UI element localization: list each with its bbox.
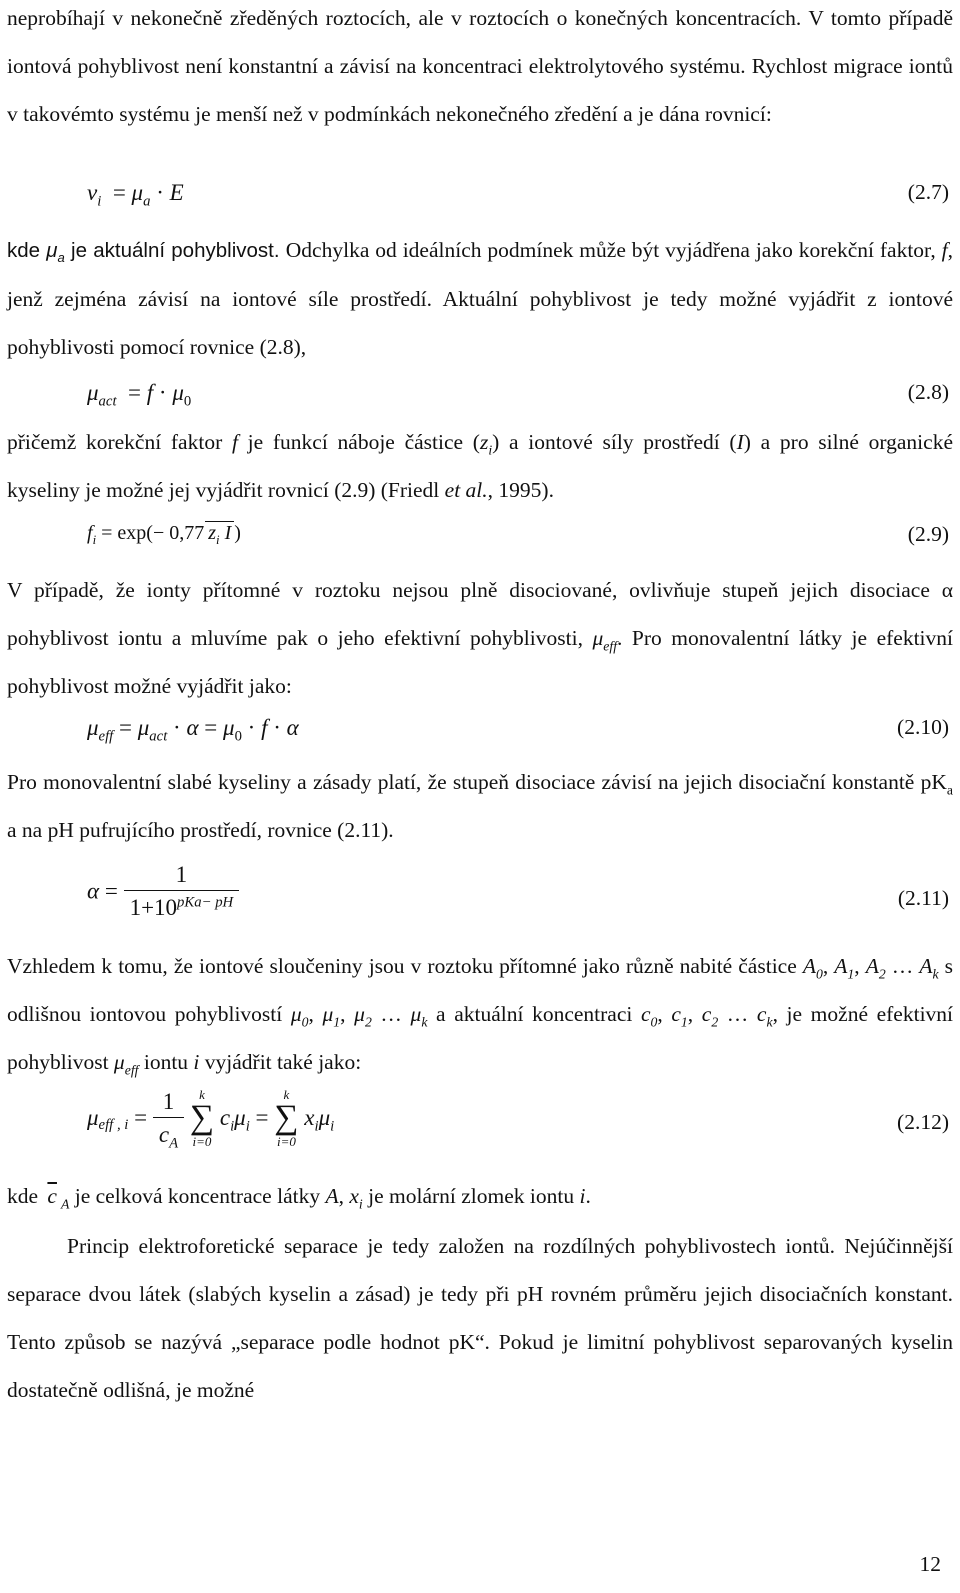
paragraph-separation-principle: Princip elektroforetické separace je tedy založen na rozdílných pohyblivostech iontů. Nejúčinnější separace dvou látek (slabých kyselin a zásad) je tedy při pH rovném průměru jejich disociačních konstant. Tento způsob se nazývá „separace podle hodnot pK“. Pokud je limitní pohyblivost separovaných kyselin dostatečně odlišná, je možné (7, 1234, 953, 1402)
equation-2-9 (7, 522, 953, 562)
paragraph-weak-acids: Pro monovalentní slabé kyseliny a zásady platí, že stupeň disociace závisí na jejich disociační konstantě $pK_a$ a na pH pufrujícího prostředí, rovnice (2.11). (7, 770, 953, 842)
equation-2-8-formula: $\mu_{act} = f \cdot \mu_0$ (87, 380, 192, 410)
summation-1: k ∑ i=0 (189, 1087, 215, 1149)
equation-2-11 (7, 858, 953, 938)
equation-2-10-number: (2.10) (897, 715, 949, 739)
equation-2-7-formula: $\nu_i = \mu_a \cdot E$ (87, 180, 184, 210)
equation-2-11-number: (2.11) (897, 886, 949, 910)
equation-2-8 (7, 380, 953, 420)
paragraph-effective-mobility: V případě, že ionty přítomné v roztoku nejsou plně disociované, ovlivňuje stupeň jejich disociace α pohyblivost iontu a mluvíme pak o jeho efektivní pohyblivosti, $\mu_{eff}$. Pro monovalentní látky je efektivní pohyblivost možné vyjádřit jako: (7, 578, 953, 698)
paragraph-charged-species: Vzhledem k tomu, že iontové sloučeniny jsou v roztoku přítomné jako různě nabité částice $A_0$, $A_1$, $A_2$ … $A_k$ s odlišnou iontovou pohyblivostí $\mu_0$, $\mu_1$, $\mu_2$ … $\mu_k$ a aktuální koncentraci $c_0$, $c_1$, $c_2$ … $c_k$, je možné efektivní pohyblivost $\mu_{eff}$ iontu i vyjádřit také jako: (7, 954, 954, 1078)
equation-2-11-formula: α = $\frac{1}{1+10^{pKa- pH}}$ (87, 862, 239, 921)
equation-2-8-number: (2.8) (907, 380, 949, 404)
equation-2-12-number: (2.12) (897, 1110, 949, 1134)
paragraph-correction-factor: přičemž korekční faktor f je funkcí náboje částice $(z_i)$ a iontové síly prostředí (I) a pro silné organické kyseliny je možné jej vyjádřit rovnicí (2.9) (Friedl et al., 1995). (7, 430, 953, 502)
paragraph-actual-mobility: kde $\mu_a$ je aktuální pohyblivost. Odchylka od ideálních podmínek může být vyjádřena jako korekční faktor, f, jenž zejména závisí na iontové síle prostředí. Aktuální pohyblivost je tedy možné vyjádřit z iontové pohyblivosti pomocí rovnice (2.8), (7, 238, 954, 359)
equation-2-7 (7, 180, 953, 220)
paragraph-intro: neprobíhají v nekonečně zředěných roztocích, ale v roztocích o konečných koncentracích. V tomto případě iontová pohyblivost není konstantní a závisí na koncentraci elektrolytového systému. Rychlost migrace iontů v takovémto systému je menší než v podmínkách nekonečného zředění a je dána rovnicí: (7, 6, 953, 126)
equation-2-12-formula: $\mu_{eff , i}$ = $\frac{1}{c_A}$ k ∑ i=0 $c_i\mu_i$ = k ∑ i=0 $x_i\mu_i$ (87, 1087, 335, 1152)
equation-2-10-formula: $\mu_{eff} = \mu_{act} \cdot \alpha = \mu_0 \cdot f \cdot \alpha$ (87, 715, 299, 745)
paragraph-total-concentration: kde $\overline{c}$ $_A$ je celková koncentrace látky A, $x_i$ je molární zlomek iontu i. (7, 1184, 591, 1212)
equation-2-7-number: (2.7) (907, 180, 949, 204)
equation-2-10 (7, 715, 953, 755)
equation-2-12 (7, 1088, 953, 1168)
document-page (7, 0, 953, 1593)
summation-2: k ∑ i=0 (274, 1087, 299, 1149)
equation-2-9-number: (2.9) (907, 522, 949, 546)
equation-2-9-formula: $f_i = \exp(- 0,77$ $z_i$ I ) (87, 522, 241, 547)
page-number: 12 (919, 1552, 941, 1576)
